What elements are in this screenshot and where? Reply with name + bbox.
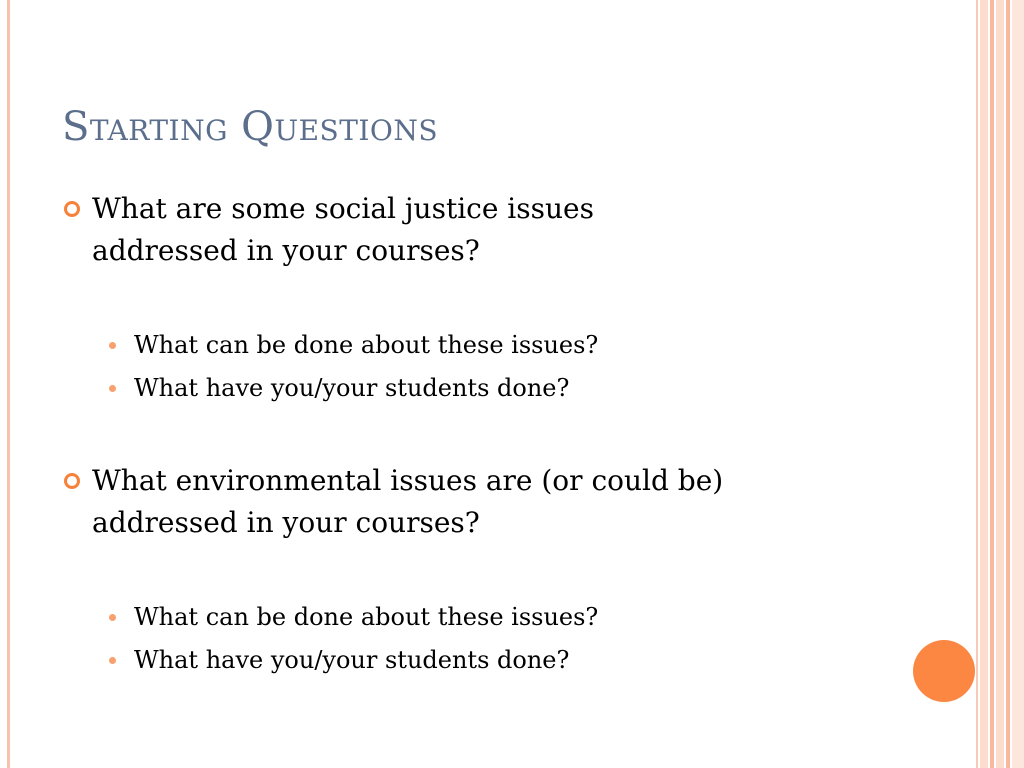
stripe — [976, 0, 978, 768]
slide-content — [62, 188, 862, 682]
sub-bullet-item — [62, 639, 862, 682]
slide-title: Starting Questions — [62, 104, 439, 150]
sub-bullet-text: What can be done about these issues? — [134, 331, 599, 359]
sub-bullet-text: What can be done about these issues? — [134, 603, 599, 631]
stripe — [990, 0, 994, 768]
bullet-item — [62, 188, 862, 272]
sub-bullet-list — [62, 324, 862, 410]
dot-bullet-icon — [109, 657, 116, 664]
dot-bullet-icon — [109, 614, 116, 621]
sub-bullet-item — [62, 596, 862, 639]
right-decorative-stripes — [976, 0, 1024, 768]
sub-bullet-item — [62, 324, 862, 367]
dot-bullet-icon — [109, 385, 116, 392]
ring-bullet-icon — [64, 473, 80, 489]
decorative-circle — [913, 640, 975, 702]
bullet-item — [62, 460, 862, 544]
stripe — [996, 0, 1004, 768]
left-accent-rule — [7, 0, 10, 768]
sub-bullet-item — [62, 367, 862, 410]
bullet-text-line: What environmental issues are (or could be) — [92, 464, 724, 497]
dot-bullet-icon — [109, 342, 116, 349]
bullet-text-line: addressed in your courses? — [92, 234, 480, 267]
sub-bullet-text: What have you/your students done? — [134, 646, 570, 674]
bullet-text-line: What are some social justice issues — [92, 192, 594, 225]
sub-bullet-text: What have you/your students done? — [134, 374, 570, 402]
stripe — [1012, 0, 1024, 768]
ring-bullet-icon — [64, 201, 80, 217]
stripe — [1006, 0, 1010, 768]
sub-bullet-list — [62, 596, 862, 682]
bullet-text-line: addressed in your courses? — [92, 506, 480, 539]
stripe — [980, 0, 988, 768]
